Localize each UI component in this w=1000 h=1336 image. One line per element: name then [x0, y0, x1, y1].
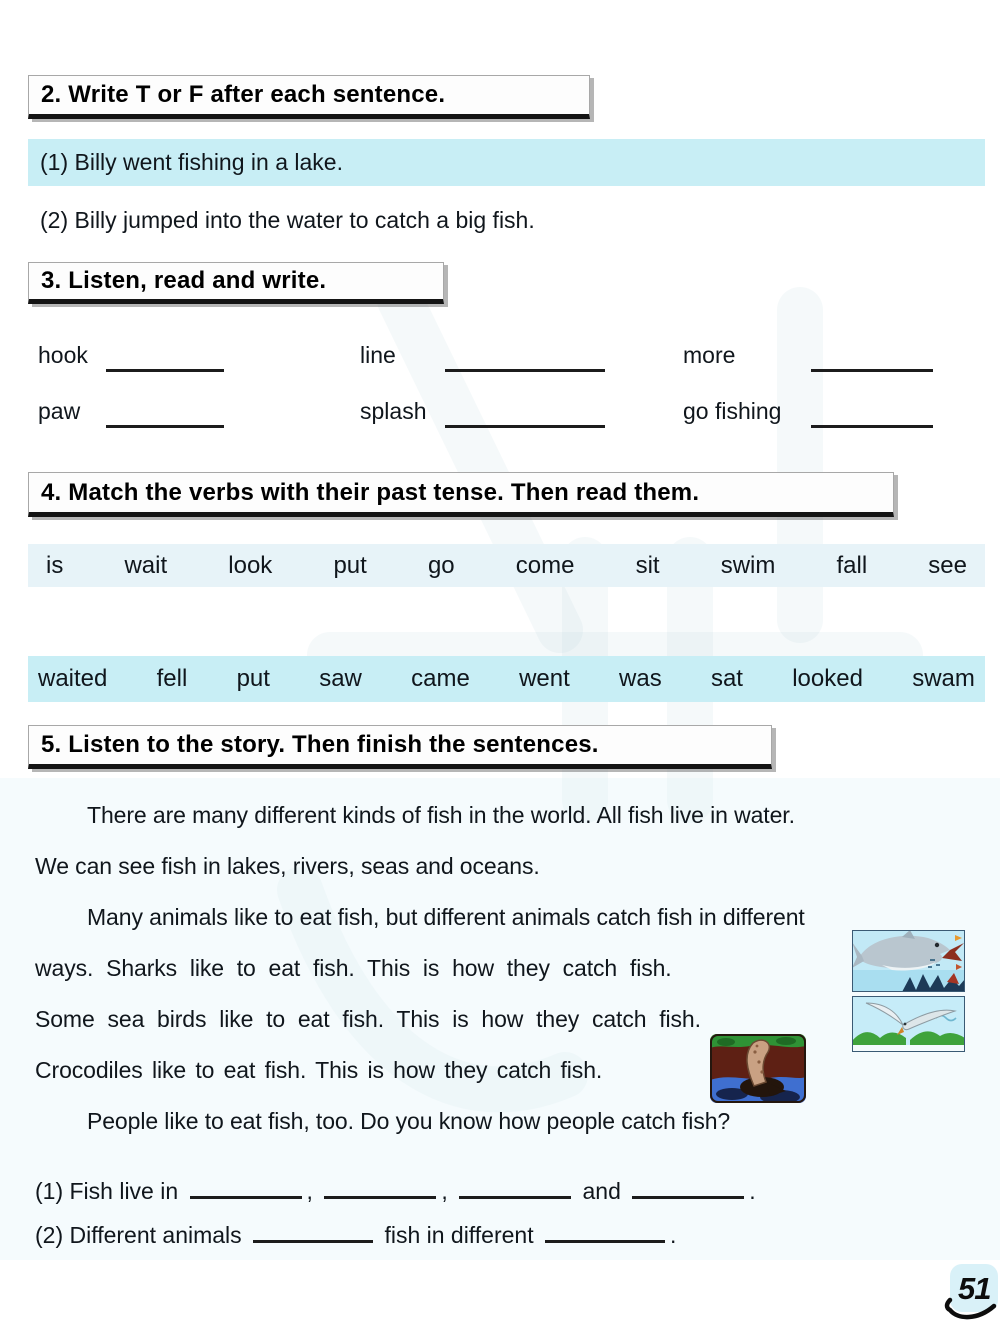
past-verb: waited: [38, 665, 108, 692]
verb: is: [46, 551, 64, 579]
past-verb: came: [411, 665, 470, 692]
comma: ,: [306, 1178, 313, 1204]
answer-blank[interactable]: [545, 1222, 665, 1243]
section-2-title: 2. Write T or F after each sentence.: [41, 81, 446, 108]
verb: see: [928, 551, 967, 579]
past-verb: swam: [912, 665, 975, 692]
word-entry: [683, 330, 985, 382]
question-1: [35, 1168, 985, 1214]
past-verb: looked: [792, 665, 863, 692]
past-verb: fell: [156, 665, 188, 692]
section-4-header: [28, 472, 894, 517]
tf-sentence-1-text: (1) Billy went fishing in a lake.: [40, 149, 343, 175]
story-text: [35, 790, 985, 1147]
tf-sentence-2-text: (2) Billy jumped into the water to catch a big fish.: [40, 207, 535, 233]
page-number: 51: [958, 1271, 991, 1306]
answer-blank[interactable]: [811, 343, 933, 372]
comma: ,: [441, 1178, 448, 1204]
period: .: [670, 1222, 677, 1248]
listen-write-row-1: [28, 330, 985, 382]
shark-image: [852, 930, 965, 992]
word-label: more: [683, 342, 736, 368]
tf-sentence-1: [28, 139, 985, 186]
verb: go: [427, 551, 455, 579]
word-entry: [683, 386, 985, 438]
verb: look: [228, 551, 273, 579]
question-2-mid: fish in different: [384, 1222, 534, 1248]
question-2-lead: (2) Different animals: [35, 1222, 242, 1248]
present-verbs-row: [28, 544, 985, 587]
past-verb: saw: [319, 665, 362, 692]
story-line: Crocodiles like to eat fish. This is how they catch fish.: [35, 1057, 603, 1083]
word-entry: [28, 386, 360, 438]
past-verb: put: [236, 665, 270, 692]
listen-write-row-2: [28, 386, 985, 438]
verb: sit: [635, 551, 660, 579]
story-line: There are many different kinds of fish in the world. All fish live in water.: [87, 802, 795, 828]
section-4-title: 4. Match the verbs with their past tense. Then read them.: [41, 478, 700, 506]
word-label: go fishing: [683, 398, 782, 424]
answer-blank[interactable]: [106, 399, 224, 428]
word-label: line: [360, 342, 396, 368]
past-verb: went: [519, 665, 570, 692]
verb: fall: [836, 551, 868, 579]
answer-blank[interactable]: [811, 399, 933, 428]
past-verb: was: [619, 665, 662, 692]
tf-sentence-2: [28, 197, 985, 244]
past-verb: sat: [710, 665, 743, 692]
word-label: hook: [38, 342, 88, 368]
section-5-header: [28, 725, 772, 769]
answer-blank[interactable]: [445, 343, 605, 372]
period: .: [749, 1178, 756, 1204]
verb: swim: [720, 551, 776, 579]
section-3-title: 3. Listen, read and write.: [41, 267, 327, 294]
answer-blank[interactable]: [445, 399, 605, 428]
past-tense-row: [28, 656, 985, 702]
section-3-header: [28, 262, 444, 304]
verb: put: [333, 551, 367, 579]
question-1-lead: (1) Fish live in: [35, 1178, 179, 1204]
answer-blank[interactable]: [190, 1178, 302, 1199]
word-label: paw: [38, 398, 81, 424]
verb: wait: [124, 551, 168, 579]
story-line: People like to eat fish, too. Do you know how people catch fish?: [87, 1108, 731, 1134]
word-entry: [360, 330, 683, 382]
conjunction: and: [582, 1178, 621, 1204]
story-line: We can see fish in lakes, rivers, seas and oceans.: [35, 853, 540, 879]
answer-blank[interactable]: [324, 1178, 436, 1199]
word-entry: [360, 386, 683, 438]
question-2: [35, 1212, 985, 1258]
verb: come: [515, 551, 575, 579]
section-2-header: [28, 75, 590, 119]
story-line: ways. Sharks like to eat fish. This is how they catch fish.: [35, 955, 672, 981]
word-label: splash: [360, 398, 427, 424]
answer-blank[interactable]: [253, 1222, 373, 1243]
section-5-title: 5. Listen to the story. Then finish the sentences.: [41, 731, 599, 758]
answer-blank[interactable]: [632, 1178, 744, 1199]
sea-bird-image: [852, 996, 965, 1052]
crocodile-image: [710, 1034, 806, 1103]
page-number-badge: [944, 1264, 998, 1324]
answer-blank[interactable]: [459, 1178, 571, 1199]
word-entry: [28, 330, 360, 382]
story-line: Many animals like to eat fish, but different animals catch fish in different: [87, 904, 805, 930]
story-line: Some sea birds like to eat fish. This is how they catch fish.: [35, 1006, 701, 1032]
answer-blank[interactable]: [106, 343, 224, 372]
